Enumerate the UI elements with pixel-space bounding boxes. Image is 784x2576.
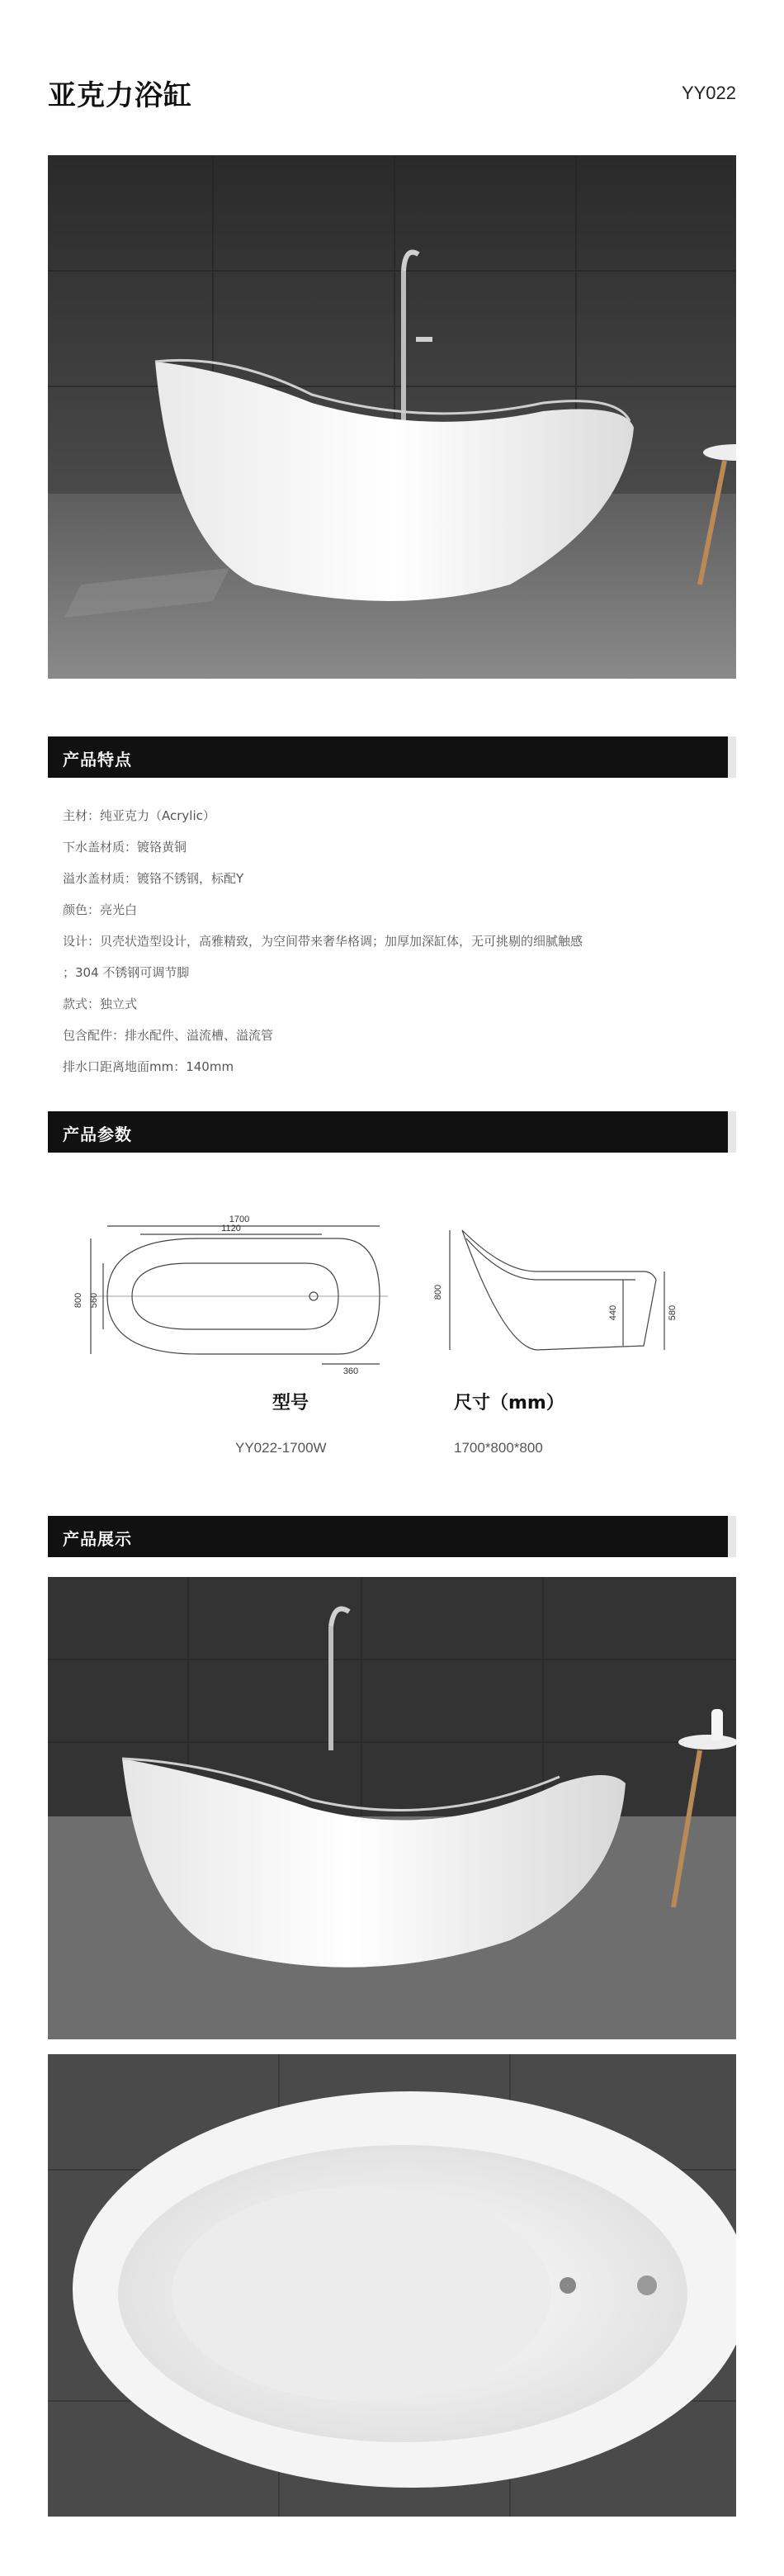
- dim-rim-height: 580: [668, 1305, 678, 1321]
- bar-accent: [728, 1111, 736, 1153]
- table-cell-model: YY022-1700W: [235, 1440, 327, 1456]
- feature-item: 包含配件：排水配件、溢流槽、溢流管: [63, 1028, 274, 1043]
- feature-item: 下水盖材质：镀铬黄铜: [63, 840, 187, 855]
- top-view: [91, 1226, 388, 1364]
- feature-list: [63, 807, 723, 1090]
- feature-item: 主材：纯亚克力（Acrylic）: [63, 808, 215, 823]
- dim-height: 800: [433, 1284, 443, 1300]
- dim-width: 800: [74, 1292, 83, 1309]
- section-title-params: 产品参数: [63, 1125, 132, 1144]
- table-header-size: 尺寸（mm）: [454, 1393, 564, 1413]
- table-cell-size: 1700*800*800: [454, 1440, 543, 1456]
- feature-item: 溢水盖材质：镀铬不锈钢，标配Y: [63, 871, 244, 886]
- page-title: 亚克力浴缸: [48, 79, 192, 112]
- feature-item: ；304 不锈钢可调节脚: [63, 965, 190, 980]
- showcase-photo-top: [48, 2054, 736, 2517]
- bar-accent: [728, 736, 736, 778]
- feature-item: 排水口距离地面mm：140mm: [63, 1059, 234, 1074]
- dim-drain-offset: 360: [342, 1366, 359, 1376]
- dim-overall-length: 1700: [229, 1215, 250, 1224]
- feature-item: 款式：独立式: [63, 997, 138, 1011]
- feature-item: 设计：贝壳状造型设计，高雅精致，为空间带来奢华格调；加厚加深缸体，无可挑剔的细腻触感: [63, 934, 583, 949]
- side-view: [450, 1230, 664, 1350]
- section-title-features: 产品特点: [63, 750, 132, 769]
- showcase-photo-side: [48, 1577, 736, 2039]
- section-title-showcase: 产品展示: [63, 1529, 132, 1549]
- section-bar-features: [48, 736, 736, 778]
- section-bar-showcase: [48, 1516, 736, 1557]
- table-header-model: 型号: [272, 1393, 309, 1413]
- bar-accent: [728, 1516, 736, 1557]
- dimension-drawing: [74, 1181, 734, 1379]
- product-code: YY022: [681, 83, 736, 103]
- dim-inner-depth: 440: [608, 1305, 618, 1321]
- hero-photo: [48, 155, 736, 679]
- dim-inner-width: 560: [89, 1292, 99, 1309]
- section-bar-params: [48, 1111, 736, 1153]
- dim-inner-length: 1120: [221, 1224, 241, 1234]
- feature-item: 颜色：亮光白: [63, 902, 138, 917]
